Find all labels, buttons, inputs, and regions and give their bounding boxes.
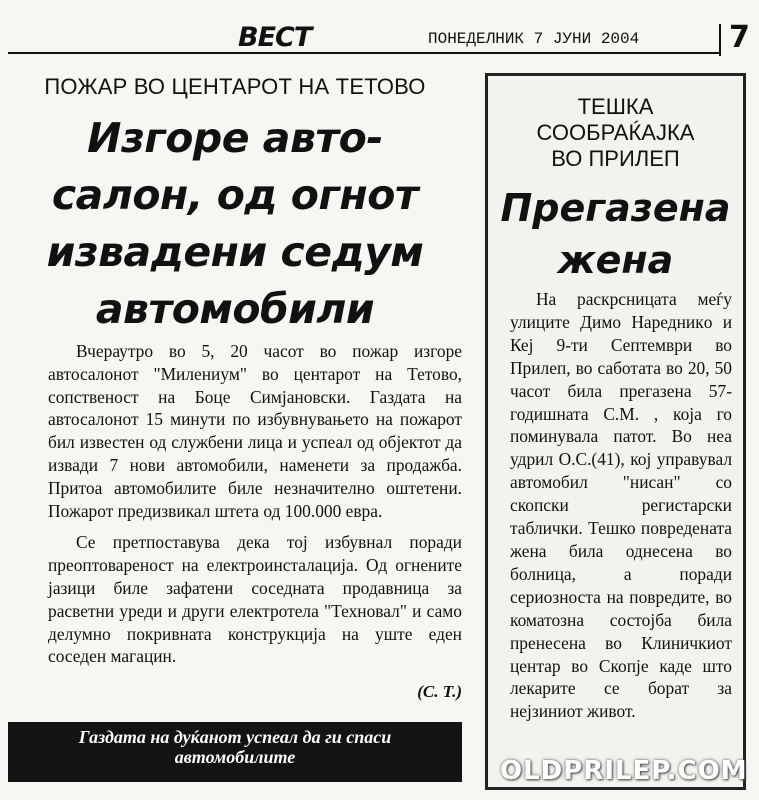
main-headline-line: автомобили bbox=[95, 285, 375, 333]
main-headline-line: салон, од огнот bbox=[51, 171, 419, 219]
main-byline: (С. Т.) bbox=[417, 682, 462, 701]
main-article bbox=[8, 72, 462, 787]
main-headline bbox=[8, 110, 462, 338]
side-kicker-line: ТЕШКА bbox=[577, 94, 654, 119]
photo-caption bbox=[8, 722, 462, 782]
side-kicker-line: ВО ПРИЛЕП bbox=[551, 146, 680, 171]
caption-line: Газдата на дуќанот успеал да ги спаси bbox=[78, 727, 392, 747]
newspaper-header bbox=[0, 22, 759, 58]
site-watermark: OLDPRILEP.COM bbox=[500, 756, 748, 786]
side-article bbox=[485, 73, 746, 790]
caption-line: автомобилите bbox=[174, 747, 296, 767]
side-headline bbox=[488, 182, 743, 286]
header-rule bbox=[8, 52, 719, 54]
main-headline-line: извадени седум bbox=[46, 228, 424, 276]
main-headline-line: Изгоре авто- bbox=[87, 114, 383, 162]
side-headline-line: Прегазена bbox=[500, 186, 731, 230]
main-kicker: ПОЖАР ВО ЦЕНТАРОТ НА ТЕТОВО bbox=[44, 74, 426, 99]
page-divider bbox=[719, 24, 721, 56]
main-paragraph: Вчераутро во 5, 20 часот во пожар изгоре автосалонот "Милениум" во центарот на Тетово, сопственост на Боце Симјановски. Газдата на автосалонот 15 минути по избувнувањето на пожарот бил известен од службени лица и успеал од објектот да извади 7 нови автомобили, наменети за продажба. Притоа автомобилите биле незначително оштетени. Пожарот предизвикал штета од 100.000 евра. bbox=[48, 341, 462, 521]
side-kicker-line: СООБРАЌАЈКА bbox=[536, 120, 695, 145]
side-kicker bbox=[488, 94, 743, 172]
side-paragraph: На раскрсницата меѓу улиците Димо Наредникo и Кеј 9-ти Септември во Прилеп, во саботата во 20, 50 часот била прегазена 57-годишната С.М. , која го поминувала патот. Во неа удрил О.С.(41), кој управувал автомобил "нисан" со скопски регистарски таблички. Тешко повредената жена била однесена во болница, а поради сериозноста на повредите, во коматозна состојба била пренесена во Клиничкиот центар во Скопје каде што лекарите се борат за нејзиниот живот. bbox=[510, 289, 732, 722]
side-headline-line: жена bbox=[557, 238, 674, 282]
main-paragraph: Се претпоставува дека тој избувнал поради преоптовареност на електроинсталација. Од огнените јазици биле зафатени соседната продавница за расветни уреди и други електротела "Техновал" и само делумно покривната конструкција на уште еден соседен магацин. bbox=[48, 532, 462, 667]
main-body bbox=[48, 340, 462, 668]
page-number: 7 bbox=[729, 20, 750, 55]
side-body bbox=[510, 288, 732, 723]
dateline: ПОНЕДЕЛНИК 7 ЈУНИ 2004 bbox=[424, 30, 643, 48]
newspaper-logo: ВЕСТ bbox=[232, 22, 317, 52]
